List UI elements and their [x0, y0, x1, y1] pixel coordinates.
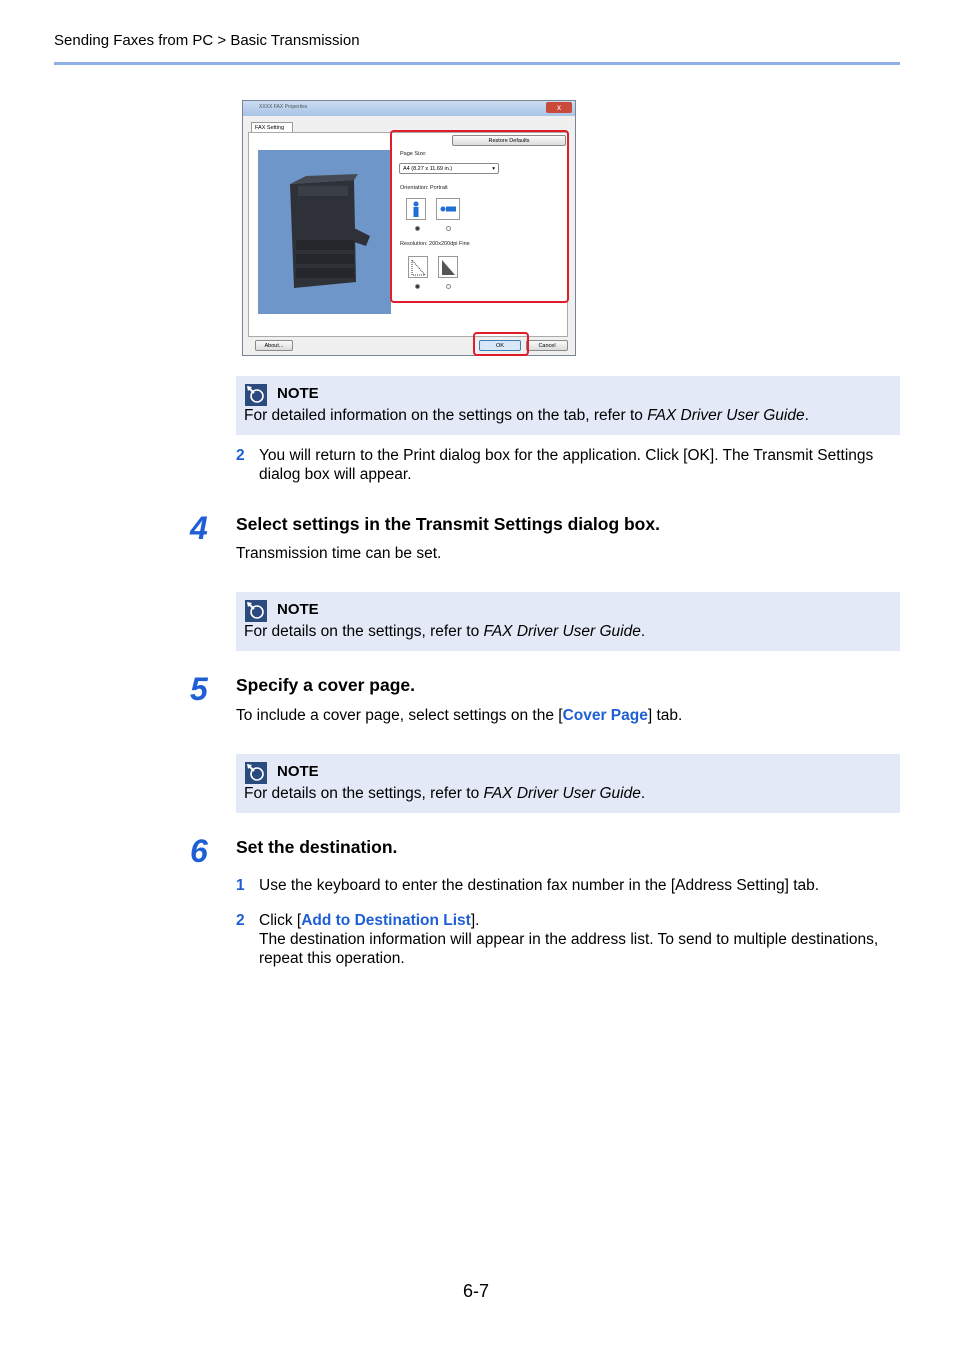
header-rule — [54, 62, 900, 65]
item-text: Use the keyboard to enter the destination fax number in the [Address Setting] tab. — [259, 877, 820, 894]
note-text — [244, 407, 809, 425]
settings-highlight — [390, 130, 569, 303]
note-text-prefix: For details on the settings, refer to — [244, 623, 484, 640]
about-button[interactable]: About... — [255, 340, 293, 351]
cover-page-tab-link: Cover Page — [562, 707, 648, 724]
item-number: 2 — [236, 447, 245, 464]
list-item — [236, 876, 900, 895]
item-number: 1 — [236, 877, 245, 894]
note-text-suffix: . — [640, 623, 646, 640]
note-title: NOTE — [277, 385, 319, 402]
breadcrumb: Sending Faxes from PC > Basic Transmission — [54, 32, 360, 49]
note-title: NOTE — [277, 763, 319, 780]
step-number: 5 — [190, 671, 208, 707]
step-title: Specify a cover page. — [236, 675, 415, 695]
resolution-label: Resolution: 200x200dpi Fine — [400, 241, 470, 247]
step-number: 6 — [190, 833, 208, 869]
note-text — [244, 785, 645, 803]
page-number: 6-7 — [463, 1281, 490, 1301]
step-text — [236, 707, 682, 725]
step-text-prefix: To include a cover page, select settings on the [ — [236, 707, 563, 724]
note-box — [236, 376, 900, 435]
note-box — [236, 592, 900, 651]
note-text-suffix: . — [640, 785, 646, 802]
step-number: 4 — [190, 510, 208, 546]
note-text-prefix: For detailed information on the settings on the tab, refer to — [244, 407, 648, 424]
ok-highlight — [473, 332, 529, 356]
note-text — [244, 623, 645, 641]
dialog-title: XXXX FAX Properties — [259, 104, 308, 110]
note-reference: FAX Driver User Guide — [483, 623, 641, 640]
note-icon — [245, 762, 267, 784]
list-item — [236, 446, 900, 484]
step-text-suffix: ] tab. — [647, 707, 683, 724]
note-title: NOTE — [277, 601, 319, 618]
ok-button[interactable]: OK — [479, 340, 521, 351]
item-number: 2 — [236, 912, 245, 929]
note-icon — [245, 600, 267, 622]
printer-image — [258, 150, 391, 314]
close-icon[interactable]: x — [546, 102, 572, 113]
item-text-prefix: Click [ — [259, 912, 302, 929]
list-item — [236, 911, 900, 968]
step-title: Set the destination. — [236, 837, 398, 857]
item-text-continued: The destination information will appear in the address list. To send to multiple destinations, repeat this operation. — [259, 931, 879, 967]
step-text: Transmission time can be set. — [236, 545, 442, 562]
dialog-titlebar — [243, 101, 575, 116]
note-text-suffix: . — [804, 407, 809, 424]
note-icon — [245, 384, 267, 406]
note-reference: FAX Driver User Guide — [483, 785, 641, 802]
item-text — [259, 911, 900, 930]
chevron-down-icon: ▾ — [492, 166, 495, 172]
orientation-label: Orientation: Portrait — [400, 185, 448, 191]
note-reference: FAX Driver User Guide — [647, 407, 805, 424]
note-box — [236, 754, 900, 813]
step-title: Select settings in the Transmit Settings dialog box. — [236, 514, 660, 534]
item-text: You will return to the Print dialog box for the application. Click [OK]. The Transmit Settings dialog box will appear. — [259, 447, 874, 483]
cancel-button[interactable]: Cancel — [526, 340, 568, 351]
page-size-value: A4 (8.27 x 11.69 in.) — [403, 166, 453, 172]
item-text-suffix: ]. — [470, 912, 480, 929]
add-to-destination-list-link: Add to Destination List — [301, 912, 471, 929]
page-size-label: Page Size: — [400, 151, 427, 157]
note-text-prefix: For details on the settings, refer to — [244, 785, 484, 802]
tab-fax-setting[interactable]: FAX Setting — [251, 122, 293, 132]
fax-properties-dialog — [242, 100, 576, 356]
restore-defaults-button[interactable]: Restore Defaults — [452, 135, 566, 146]
